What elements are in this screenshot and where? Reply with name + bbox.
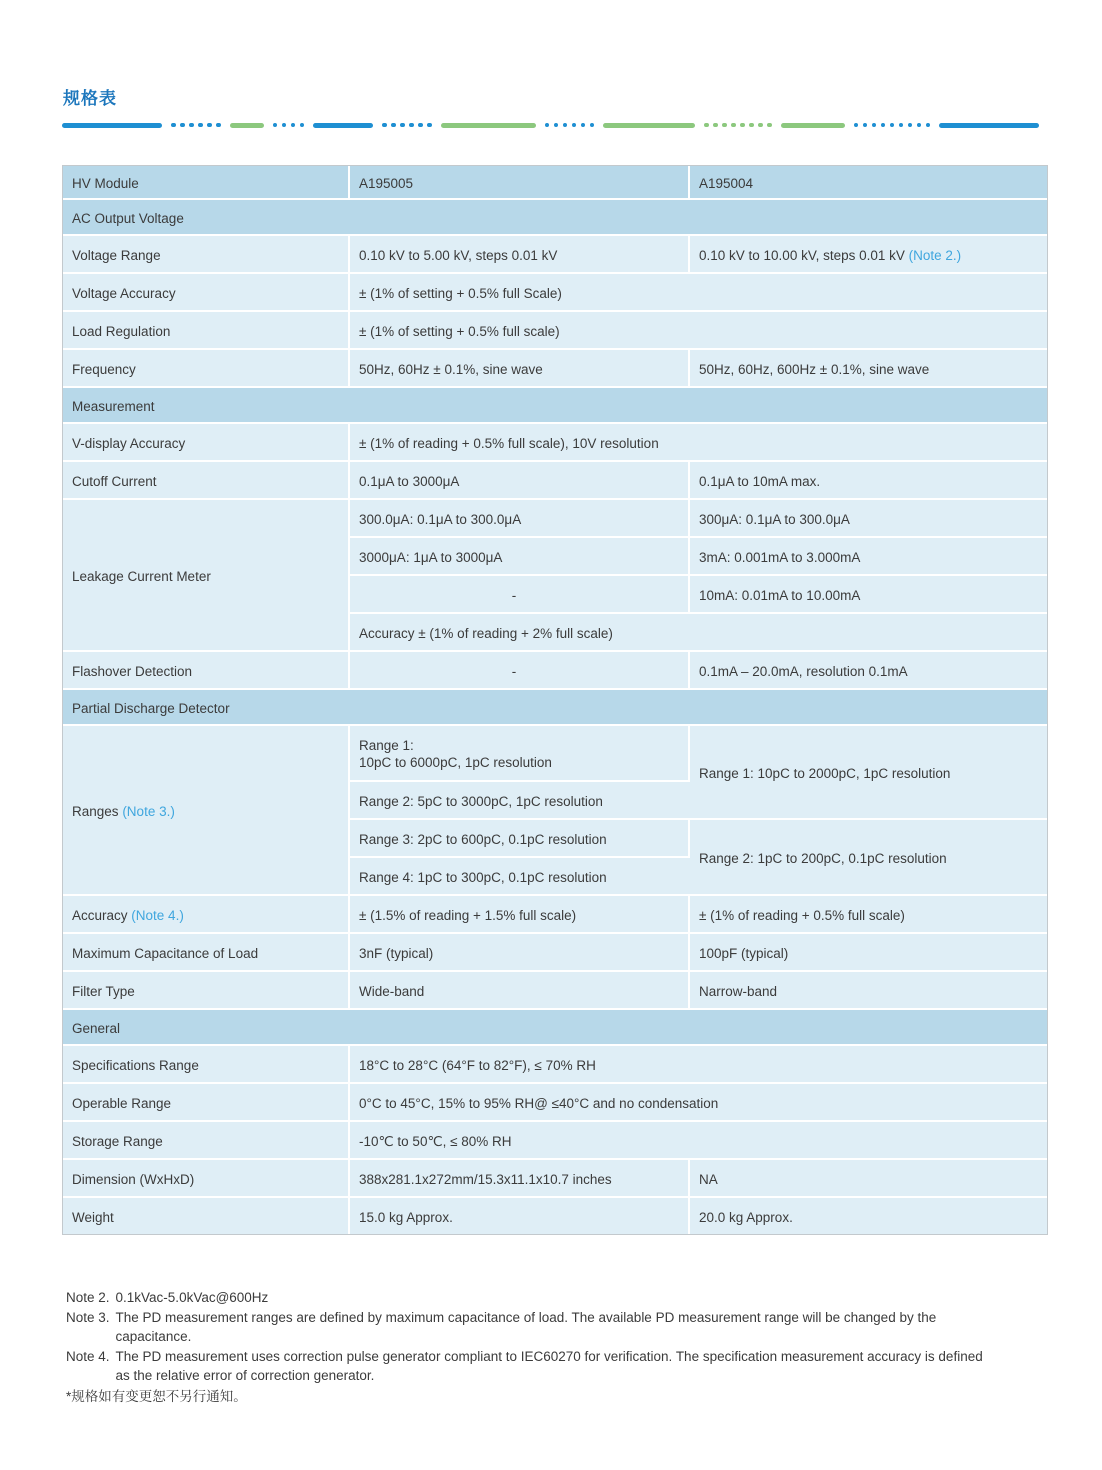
section-title: Measurement — [63, 388, 1047, 424]
divider-dot — [180, 123, 185, 128]
row-label: Voltage Accuracy — [63, 274, 350, 312]
value-cell: 0°C to 45°C, 15% to 95% RH@ ≤40°C and no condensation — [350, 1084, 1047, 1122]
spec-table — [62, 165, 1048, 1235]
row-label: Operable Range — [63, 1084, 350, 1122]
row-label — [63, 896, 350, 934]
divider-dot — [391, 123, 396, 128]
value-cell: 300μA: 0.1μA to 300.0μA — [690, 500, 1047, 538]
value-cell: Range 1: 10pC to 2000pC, 1pC resolution — [690, 726, 1047, 820]
divider-dot — [207, 123, 212, 128]
divider-dot — [418, 123, 423, 128]
row-weight — [63, 1198, 1047, 1234]
value-cell: 50Hz, 60Hz ± 0.1%, sine wave — [350, 350, 690, 388]
value-cell: 100pF (typical) — [690, 934, 1047, 972]
note-ref: (Note 2.) — [908, 247, 962, 263]
row-cutoff-current — [63, 462, 1047, 500]
divider-dot — [908, 123, 913, 128]
row-dimension — [63, 1160, 1047, 1198]
divider-dots — [382, 123, 432, 128]
value-line-1: Range 1: — [359, 738, 414, 753]
value-cell-empty: - — [350, 652, 690, 690]
value-cell: 0.1μA to 10mA max. — [690, 462, 1047, 500]
footnote-text: The PD measurement ranges are defined by maximum capacitance of load. The available PD measurement range will be changed by the capacitance. — [115, 1309, 937, 1344]
value-cell: 388x281.1x272mm/15.3x11.1x10.7 inches — [350, 1160, 690, 1198]
row-ranges-1 — [63, 726, 1047, 782]
divider-dash — [441, 123, 536, 128]
footnote-label: Note 3. — [66, 1309, 110, 1325]
value-cell: Wide-band — [350, 972, 690, 1010]
value-cell: 20.0 kg Approx. — [690, 1198, 1047, 1234]
row-label: Frequency — [63, 350, 350, 388]
divider-dot — [854, 123, 859, 128]
divider-dot — [863, 123, 868, 128]
value-cell: 18°C to 28°C (64°F to 82°F), ≤ 70% RH — [350, 1046, 1047, 1084]
divider-dot — [273, 123, 278, 128]
footnote-2 — [66, 1288, 1046, 1308]
divider-dot — [300, 123, 305, 128]
row-voltage-accuracy — [63, 274, 1047, 312]
footnote-label: Note 4. — [66, 1348, 110, 1364]
row-label: Dimension (WxHxD) — [63, 1160, 350, 1198]
section-title: Partial Discharge Detector — [63, 690, 1047, 726]
divider-dot — [282, 123, 287, 128]
divider-dot — [554, 123, 559, 128]
divider-dot — [926, 123, 931, 128]
section-title: General — [63, 1010, 1047, 1046]
row-specifications-range — [63, 1046, 1047, 1084]
header-model-a195005: A195005 — [350, 166, 690, 200]
row-flashover-detection — [63, 652, 1047, 690]
row-storage-range — [63, 1122, 1047, 1160]
divider-dash — [313, 123, 373, 128]
row-label: Voltage Range — [63, 236, 350, 274]
label-text: Ranges — [72, 803, 119, 819]
value-cell: ± (1% of reading + 0.5% full scale) — [690, 896, 1047, 934]
divider-dot — [171, 123, 176, 128]
row-label: Flashover Detection — [63, 652, 350, 690]
footnote-label: Note 2. — [66, 1290, 110, 1305]
section-measurement — [63, 388, 1047, 424]
row-load-regulation — [63, 312, 1047, 350]
value-cell — [690, 236, 1047, 274]
divider-dot — [758, 123, 763, 128]
value-cell: -10℃ to 50℃, ≤ 80% RH — [350, 1122, 1047, 1160]
divider-dot — [881, 123, 886, 128]
value-cell: 3mA: 0.001mA to 3.000mA — [690, 538, 1047, 576]
footnote-text: 0.1kVac-5.0kVac@600Hz — [115, 1290, 269, 1305]
row-label — [63, 726, 350, 896]
row-label: Weight — [63, 1198, 350, 1234]
row-operable-range — [63, 1084, 1047, 1122]
value-cell: Narrow-band — [690, 972, 1047, 1010]
value-cell: Range 3: 2pC to 600pC, 0.1pC resolution — [350, 820, 690, 858]
divider-dot — [198, 123, 203, 128]
divider-dot — [563, 123, 568, 128]
footnote-4 — [66, 1347, 1046, 1386]
section-title: AC Output Voltage — [63, 200, 1047, 236]
divider-dot — [749, 123, 754, 128]
page-title: 规格表 — [63, 89, 117, 108]
divider-dot — [291, 123, 296, 128]
row-leakage-current-meter-1 — [63, 500, 1047, 538]
value-cell: 0.1μA to 3000μA — [350, 462, 690, 500]
row-label: Specifications Range — [63, 1046, 350, 1084]
value-cell: Range 4: 1pC to 300pC, 0.1pC resolution — [350, 858, 690, 896]
row-label: V-display Accuracy — [63, 424, 350, 462]
divider-dot — [890, 123, 895, 128]
divider-dot — [545, 123, 550, 128]
row-label: Maximum Capacitance of Load — [63, 934, 350, 972]
divider-dot — [740, 123, 745, 128]
divider-dash — [939, 123, 1039, 128]
divider-dot — [713, 123, 718, 128]
value-cell: 10mA: 0.01mA to 10.00mA — [690, 576, 1047, 614]
divider-dot — [704, 123, 709, 128]
divider-dot — [581, 123, 586, 128]
row-frequency — [63, 350, 1047, 388]
row-filter-type — [63, 972, 1047, 1010]
divider-dot — [917, 123, 922, 128]
row-label: Load Regulation — [63, 312, 350, 350]
value-cell: ± (1% of setting + 0.5% full scale) — [350, 312, 1047, 350]
row-label: Storage Range — [63, 1122, 350, 1160]
footnotes — [66, 1288, 1046, 1406]
value-line-2: 10pC to 6000pC, 1pC resolution — [359, 755, 552, 770]
value-cell — [350, 726, 690, 782]
label-text: Accuracy — [72, 907, 128, 923]
footnote-text: The PD measurement uses correction pulse generator compliant to IEC60270 for verification. The specification measurement accuracy is defined as the relative error of correction generator. — [115, 1348, 983, 1383]
divider-dots — [704, 123, 772, 128]
divider-dot — [427, 123, 432, 128]
value-text: 0.10 kV to 10.00 kV, steps 0.01 kV — [699, 247, 905, 263]
value-cell: 3nF (typical) — [350, 934, 690, 972]
divider-dot — [400, 123, 405, 128]
value-cell: ± (1% of setting + 0.5% full Scale) — [350, 274, 1047, 312]
spec-change-disclaimer: *规格如有变更恕不另行通知。 — [66, 1388, 247, 1404]
value-cell: Range 2: 1pC to 200pC, 0.1pC resolution — [690, 820, 1047, 896]
divider-dot — [189, 123, 194, 128]
divider-dot — [382, 123, 387, 128]
value-cell: 300.0μA: 0.1μA to 300.0μA — [350, 500, 690, 538]
section-general — [63, 1010, 1047, 1046]
row-voltage-range — [63, 236, 1047, 274]
footnote-3 — [66, 1308, 1046, 1347]
divider-dash — [230, 123, 264, 128]
value-cell: 0.10 kV to 5.00 kV, steps 0.01 kV — [350, 236, 690, 274]
value-cell: 3000μA: 1μA to 3000μA — [350, 538, 690, 576]
header-hv-module: HV Module — [63, 166, 350, 200]
note-ref: (Note 3.) — [122, 803, 175, 819]
divider-dot — [872, 123, 877, 128]
divider-dot — [722, 123, 727, 128]
row-label: Filter Type — [63, 972, 350, 1010]
divider-dot — [731, 123, 736, 128]
divider-dot — [767, 123, 772, 128]
value-cell: Accuracy ± (1% of reading + 2% full scale) — [350, 614, 1047, 652]
section-partial-discharge-detector — [63, 690, 1047, 726]
value-cell: 0.1mA – 20.0mA, resolution 0.1mA — [690, 652, 1047, 690]
row-pd-accuracy — [63, 896, 1047, 934]
row-v-display-accuracy — [63, 424, 1047, 462]
row-max-capacitance — [63, 934, 1047, 972]
value-cell-empty: - — [350, 576, 690, 614]
section-ac-output-voltage — [63, 200, 1047, 236]
divider-dash — [603, 123, 695, 128]
divider-dot — [409, 123, 414, 128]
value-cell: Range 2: 5pC to 3000pC, 1pC resolution — [350, 782, 690, 820]
divider-dots — [273, 123, 305, 128]
divider-dash — [781, 123, 845, 128]
divider-dots — [171, 123, 221, 128]
value-cell: NA — [690, 1160, 1047, 1198]
value-cell: ± (1% of reading + 0.5% full scale), 10V resolution — [350, 424, 1047, 462]
divider-dot — [216, 123, 221, 128]
header-model-a195004: A195004 — [690, 166, 1047, 200]
decorative-divider — [62, 122, 1048, 128]
divider-dots — [545, 123, 595, 128]
divider-dot — [572, 123, 577, 128]
divider-dot — [899, 123, 904, 128]
divider-dot — [590, 123, 595, 128]
note-ref: (Note 4.) — [131, 907, 184, 923]
divider-dots — [854, 123, 931, 128]
value-cell: ± (1.5% of reading + 1.5% full scale) — [350, 896, 690, 934]
value-cell: 50Hz, 60Hz, 600Hz ± 0.1%, sine wave — [690, 350, 1047, 388]
value-cell: 15.0 kg Approx. — [350, 1198, 690, 1234]
row-label: Leakage Current Meter — [63, 500, 350, 652]
row-label: Cutoff Current — [63, 462, 350, 500]
table-header-row — [63, 166, 1047, 200]
divider-dash — [62, 123, 162, 128]
